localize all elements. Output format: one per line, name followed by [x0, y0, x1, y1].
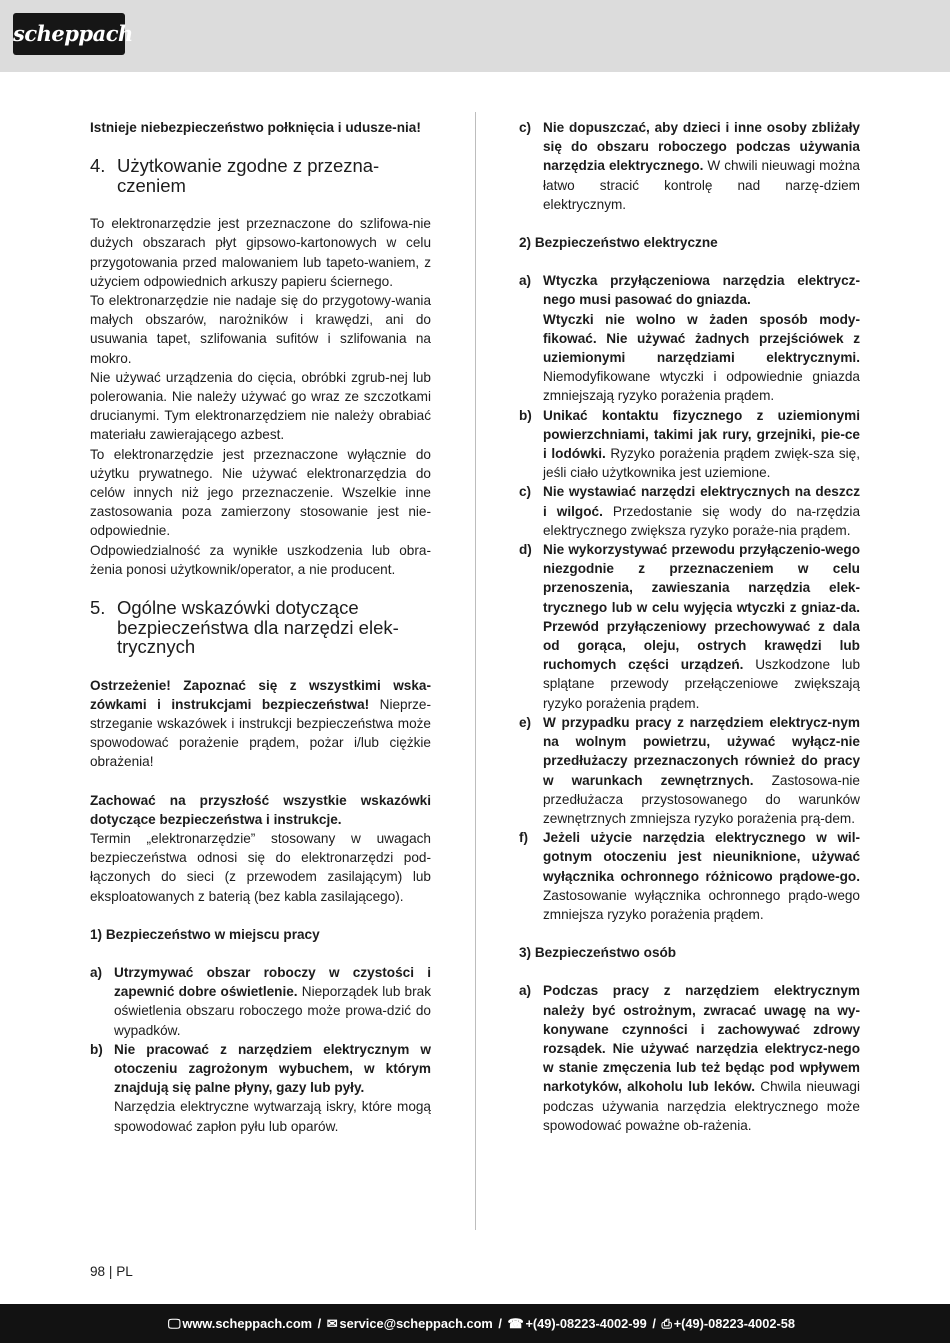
mail-icon: ✉ — [326, 1316, 338, 1331]
phone-icon: ☎ — [507, 1316, 524, 1331]
subsection-personal-safety: 3) Bezpieczeństwo osób — [519, 945, 677, 961]
separator: / — [652, 1316, 656, 1331]
left-column — [90, 118, 431, 1136]
s4-paragraph: To elektronarzędzie nie nadaje się do przygotowy-wania małych obszarów, narożników i krawędzi, ani do usuwania tapet, szlifowania sufitów i szlifowania na mokro. — [90, 293, 431, 366]
item-label: a) — [519, 983, 532, 999]
list-item — [519, 713, 860, 828]
item-bold: W przypadku pracy z narzędziem elektrycz-nym na wolnym powietrzu, używać wyłącz-nie przedłużaczy przeznaczonych również do pracy w warunkach zewnętrznych. — [543, 714, 860, 788]
item-text: Zastosowa-nie przedłużacza przystosowanego do warunków zewnętrznych zmniejsza ryzyko porażenia prą-dem. — [543, 772, 860, 826]
list-item — [90, 963, 431, 1040]
item-bold: Unikać kontaktu fizycznego z uziemionymi powierzchniami, takimi jak rury, grzejniki, pie-ce i lodówki. — [543, 407, 860, 462]
item-text: Niemodyfikowane wtyczki i odpowiednie gniazda zmniejszają ryzyko porażenia prądem. — [543, 369, 860, 404]
item-text: W chwili nieuwagi można łatwo stracić kontrolę nad narzę-dziem elektrycznym. — [543, 158, 860, 212]
section-4-heading — [90, 156, 431, 195]
item-text: Zastosowanie wyłącznika ochronnego prądo-wego zmniejsza ryzyko porażenia prądem. — [543, 887, 860, 922]
item-text: Nieporządek lub brak oświetlenia obszaru roboczego może prowa-dzić do wypadków. — [114, 984, 431, 1038]
list-item — [90, 1040, 431, 1136]
list-item — [519, 540, 860, 713]
list-item — [519, 118, 860, 214]
keep-instructions-bold: Zachować na przyszłość wszystkie wskazówki dotyczące bezpieczeństwa i instrukcje. — [90, 792, 431, 827]
item-label: c) — [519, 120, 532, 135]
keep-instructions-text: Termin „elektronarzędzie” stosowany w uwagach bezpieczeństwa odnosi się do elektronarzędzi pod-łączonych do sieci (z przewodem zasilającym) lub eksploatowanych z baterią (bez kabla zasilającego). — [90, 830, 431, 904]
section-4-number: 4. — [90, 155, 106, 177]
item-label: c) — [519, 484, 532, 500]
contact-footer — [0, 1304, 950, 1343]
item-label: a) — [90, 965, 103, 980]
fax-text: +(49)-08223-4002-58 — [673, 1316, 795, 1331]
item-label: d) — [519, 542, 532, 558]
s4-paragraph: To elektronarzędzie jest przeznaczone wyłącznie do użytku prywatnego. Nie używać elektronarzędzia do celów innych niż jego przeznaczenie. Wszelkie inne zastosowania poza zamierzony stosowanie jest nie-odpowiednie. — [90, 446, 431, 539]
list-item — [519, 406, 860, 483]
item-label: e) — [519, 714, 532, 730]
separator: / — [498, 1316, 502, 1331]
item-label: a) — [519, 273, 532, 289]
s4-paragraph: To elektronarzędzie jest przeznaczone do szlifowa-nie dużych obszarach płyt gipsowo-kartonowych w celu przygotowania przed malowaniem lub tapeto-waniem, z użyciem odpowiednich arkuszy papieru ściernego. — [90, 216, 431, 289]
item-text: Narzędzia elektryczne wytwarzają iskry, które mogą spowodować zapłon pyłu lub oparów. — [114, 1099, 431, 1134]
computer-icon: 🖵 — [168, 1316, 181, 1331]
page-number: 98 | PL — [90, 1264, 133, 1279]
phone-text: +(49)-08223-4002-99 — [525, 1316, 647, 1331]
item-label: b) — [90, 1041, 103, 1057]
list-item — [519, 828, 860, 924]
subsection-workplace-safety: 1) Bezpieczeństwo w miejscu pracy — [90, 926, 320, 942]
item-bold: Wtyczka przyłączeniowa narzędzia elektrycz-nego musi pasować do gniazda. — [543, 273, 860, 308]
list-item — [519, 271, 860, 405]
section-4-title: Użytkowanie zgodne z przezna-czeniem — [117, 155, 380, 196]
general-warning-bold: Ostrzeżenie! Zapoznać się z wszystkimi wska-zówkami i instrukcjami bezpieczeństwa! — [90, 677, 431, 712]
section-5-number: 5. — [90, 597, 106, 619]
item-label: f) — [519, 830, 529, 846]
general-warning-text: Nieprze-strzeganie wskazówek i instrukcji bezpieczeństwa może spowodować porażenie prądem, pożar i/lub ciężkie obrażenia! — [90, 696, 431, 770]
header-band — [0, 0, 950, 72]
item-text: Chwila nieuwagi podczas używania narzędzia elektrycznego może spowodować poważne ob-rażenia. — [543, 1079, 860, 1133]
s4-paragraph: Odpowiedzialność za wynikłe uszkodzenia lub obra-żenia ponosi użytkownik/operator, a nie producent. — [90, 542, 431, 577]
item-bold: Nie dopuszczać, aby dzieci i inne osoby zbliżały się do obszaru roboczego podczas używania narzędzia elektrycznego. — [543, 120, 860, 174]
item-bold: Nie pracować z narzędziem elektrycznym w otoczeniu zagrożonym wybuchem, w którym znajdują się palne płyny, gazy lub pyły. — [114, 1041, 431, 1096]
intro-warning: Istnieje niebezpieczeństwo połknięcia i udusze-nia! — [90, 120, 421, 135]
item-bold: Jeżeli użycie narzędzia elektrycznego w wil-gotnym otoczeniu jest nieuniknione, używać wyłącznika ochronnego różnicowo prądowe-go. — [543, 830, 860, 884]
item-text: Ryzyko porażenia prądem zwięk-sza się, jeśli ciało użytkownika jest uziemione. — [543, 446, 860, 481]
section-5-title: Ogólne wskazówki dotyczące bezpieczeństwa dla narzędzi elek-trycznych — [117, 597, 399, 658]
list-item — [519, 482, 860, 540]
general-warning — [90, 676, 431, 772]
item-bold: Podczas pracy z narzędziem elektrycznym należy być ostrożnym, zwracać uwagę na wy-konywane czynności i zachowywać zdrowy rozsądek. Nie używać narzędzia elektrycz-nego w stanie zmęczenia lub też będąc pod wpływem narkotyków, alkoholu lub leków. — [543, 983, 860, 1095]
column-divider — [475, 112, 476, 1230]
right-column — [519, 118, 860, 1135]
fax-icon: ⎙ — [661, 1316, 672, 1331]
item-bold: Utrzymywać obszar roboczy w czystości i zapewnić dobre oświetlenie. — [114, 965, 431, 1000]
item-bold: Nie wystawiać narzędzi elektrycznych na deszcz i wilgoć. — [543, 484, 860, 519]
subsection-electrical-safety: 2) Bezpieczeństwo elektryczne — [519, 235, 718, 251]
separator: / — [317, 1316, 322, 1331]
item-bold: Wtyczki nie wolno w żaden sposób mody-fikować. Nie używać żadnych przejściówek z uziemionymi narzędziami elektrycznymi. — [543, 311, 860, 366]
scheppach-logo: scheppach — [13, 13, 125, 55]
item-bold: Nie wykorzystywać przewodu przyłączenio-wego niezgodnie z przeznaczeniem w celu przenoszenia, zawieszania narzędzia elek-trycznego lub w celu wyjęcia wtyczki z gniaz-da. Przewód przyłączeniowy przechowywać z dala od gorąca, oleju, ostrych krawędzi lub ruchomych części urządzeń. — [543, 542, 860, 673]
website-text: www.scheppach.com — [182, 1316, 313, 1331]
section-5-heading — [90, 598, 431, 657]
email-text: service@scheppach.com — [339, 1316, 493, 1331]
list-item — [519, 981, 860, 1135]
s4-paragraph: Nie używać urządzenia do cięcia, obróbki zgrub-nej lub polerowania. Nie należy używać go wraz ze szczotkami drucianymi. Tym elektronarzędziem nie należy obrabiać materiału zawierającego azbest. — [90, 369, 431, 443]
item-label: b) — [519, 407, 532, 423]
item-text: Uszkodzone lub splątane przewody przełączeniowe zwiększają ryzyko porażenia prądem. — [543, 657, 860, 711]
item-text: Przedostanie się wody do na-rzędzia elektrycznego zwiększa ryzyko poraże-nia prądem. — [543, 503, 861, 538]
